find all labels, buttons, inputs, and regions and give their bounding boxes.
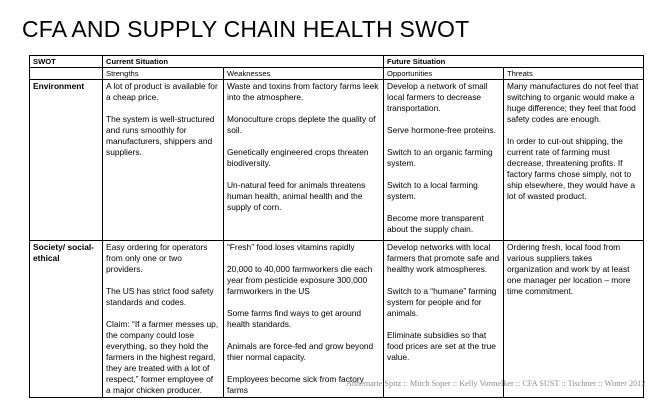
text-item: Some farms find ways to get around health standards.: [227, 308, 362, 329]
footer-credits: Annemarie Spitz :: Mitch Soper :: Kelly Vormelker :: CFA SUST :: Tischner :: Winter 2012: [346, 379, 646, 388]
header-threats: Threats: [504, 68, 644, 80]
text-item: Develop networks with local farmers that promote safe and healthy work atmospheres.: [387, 242, 500, 274]
text-item: Ordering fresh, local food from various suppliers takes organization and work by at least one manager per location – more time commitment.: [507, 242, 631, 296]
header-row-situation: [30, 56, 644, 68]
text-item: Serve hormone-free proteins.: [387, 125, 496, 135]
text-item: 20,000 to 40,000 farmworkers die each year from pesticide exposure 300,000 farmworkers in the US: [227, 264, 373, 296]
header-row-categories: [30, 68, 644, 80]
text-item: Un-natural feed for animals threatens human health, animal health and the supply of corn.: [227, 180, 366, 212]
cell-society-weaknesses: [224, 241, 384, 398]
cell-environment-opportunities: [384, 80, 504, 241]
cell-environment-weaknesses: [224, 80, 384, 241]
header-future-situation: Future Situation: [384, 56, 644, 68]
cell-society-opportunities: [384, 241, 504, 398]
cell-society-strengths: [103, 241, 224, 398]
header-strengths: Strengths: [103, 68, 224, 80]
text-item: Claim: “If a farmer messes up, the company could lose everything, so they hold the farmers in the highest regard, they are treated with a lot of respect,” former employee of a major chicken producer.: [106, 319, 219, 395]
cell-environment-threats: [504, 80, 644, 241]
header-current-situation: Current Situation: [103, 56, 384, 68]
text-item: Genetically engineered crops threaten biodiversity.: [227, 147, 369, 168]
text-item: “Fresh” food loses vitamins rapidly: [227, 242, 355, 252]
text-item: Develop a network of small local farmers to decrease transportation.: [387, 81, 488, 113]
text-item: Eliminate subsidies so that food prices are set at the true value.: [387, 330, 496, 362]
text-item: Become more transparent about the supply chain.: [387, 213, 484, 234]
text-item: A lot of product is available for a cheap price.: [106, 81, 218, 102]
text-item: The system is well-structured and runs smoothly for manufacturers, shippers and suppliers.: [106, 114, 215, 157]
text-item: Switch to a local farming system.: [387, 180, 478, 201]
text-item: Monoculture crops deplete the quality of soil.: [227, 114, 376, 135]
text-item: In order to cut-out shipping, the current rate of farming must decrease, threatening profits. If factory farms chose simply, not to ship elsewhere, they would have a lot of wasted product.: [507, 136, 636, 201]
header-opportunities: Opportunities: [384, 68, 504, 80]
table-row-society: [30, 241, 644, 398]
text-item: Switch to a “humane” farming system for people and for animals.: [387, 286, 497, 318]
text-item: Employees become sick from factory farms: [227, 374, 364, 395]
text-item: Many manufactures do not feel that switching to organic would make a huge difference; they feel that food safety codes are enough.: [507, 81, 639, 124]
text-item: Switch to an organic farming system.: [387, 147, 493, 168]
text-item: Waste and toxins from factory farms leek into the atmosphere.: [227, 81, 379, 102]
page-title: CFA AND SUPPLY CHAIN HEALTH SWOT: [22, 16, 470, 42]
header-swot: SWOT: [30, 56, 103, 68]
header-empty: [30, 68, 103, 80]
row-label-environment: Environment: [30, 80, 103, 241]
swot-table: [29, 55, 644, 398]
cell-society-threats: [504, 241, 644, 398]
row-label-society: Society/ social-ethical: [30, 241, 103, 398]
cell-environment-strengths: [103, 80, 224, 241]
text-item: Easy ordering for operators from only one or two providers.: [106, 242, 208, 274]
text-item: Animals are force-fed and grow beyond thier normal capacity.: [227, 341, 374, 362]
table-row-environment: [30, 80, 644, 241]
header-weaknesses: Weaknesses: [224, 68, 384, 80]
text-item: The US has strict food safety standards and codes.: [106, 286, 214, 307]
